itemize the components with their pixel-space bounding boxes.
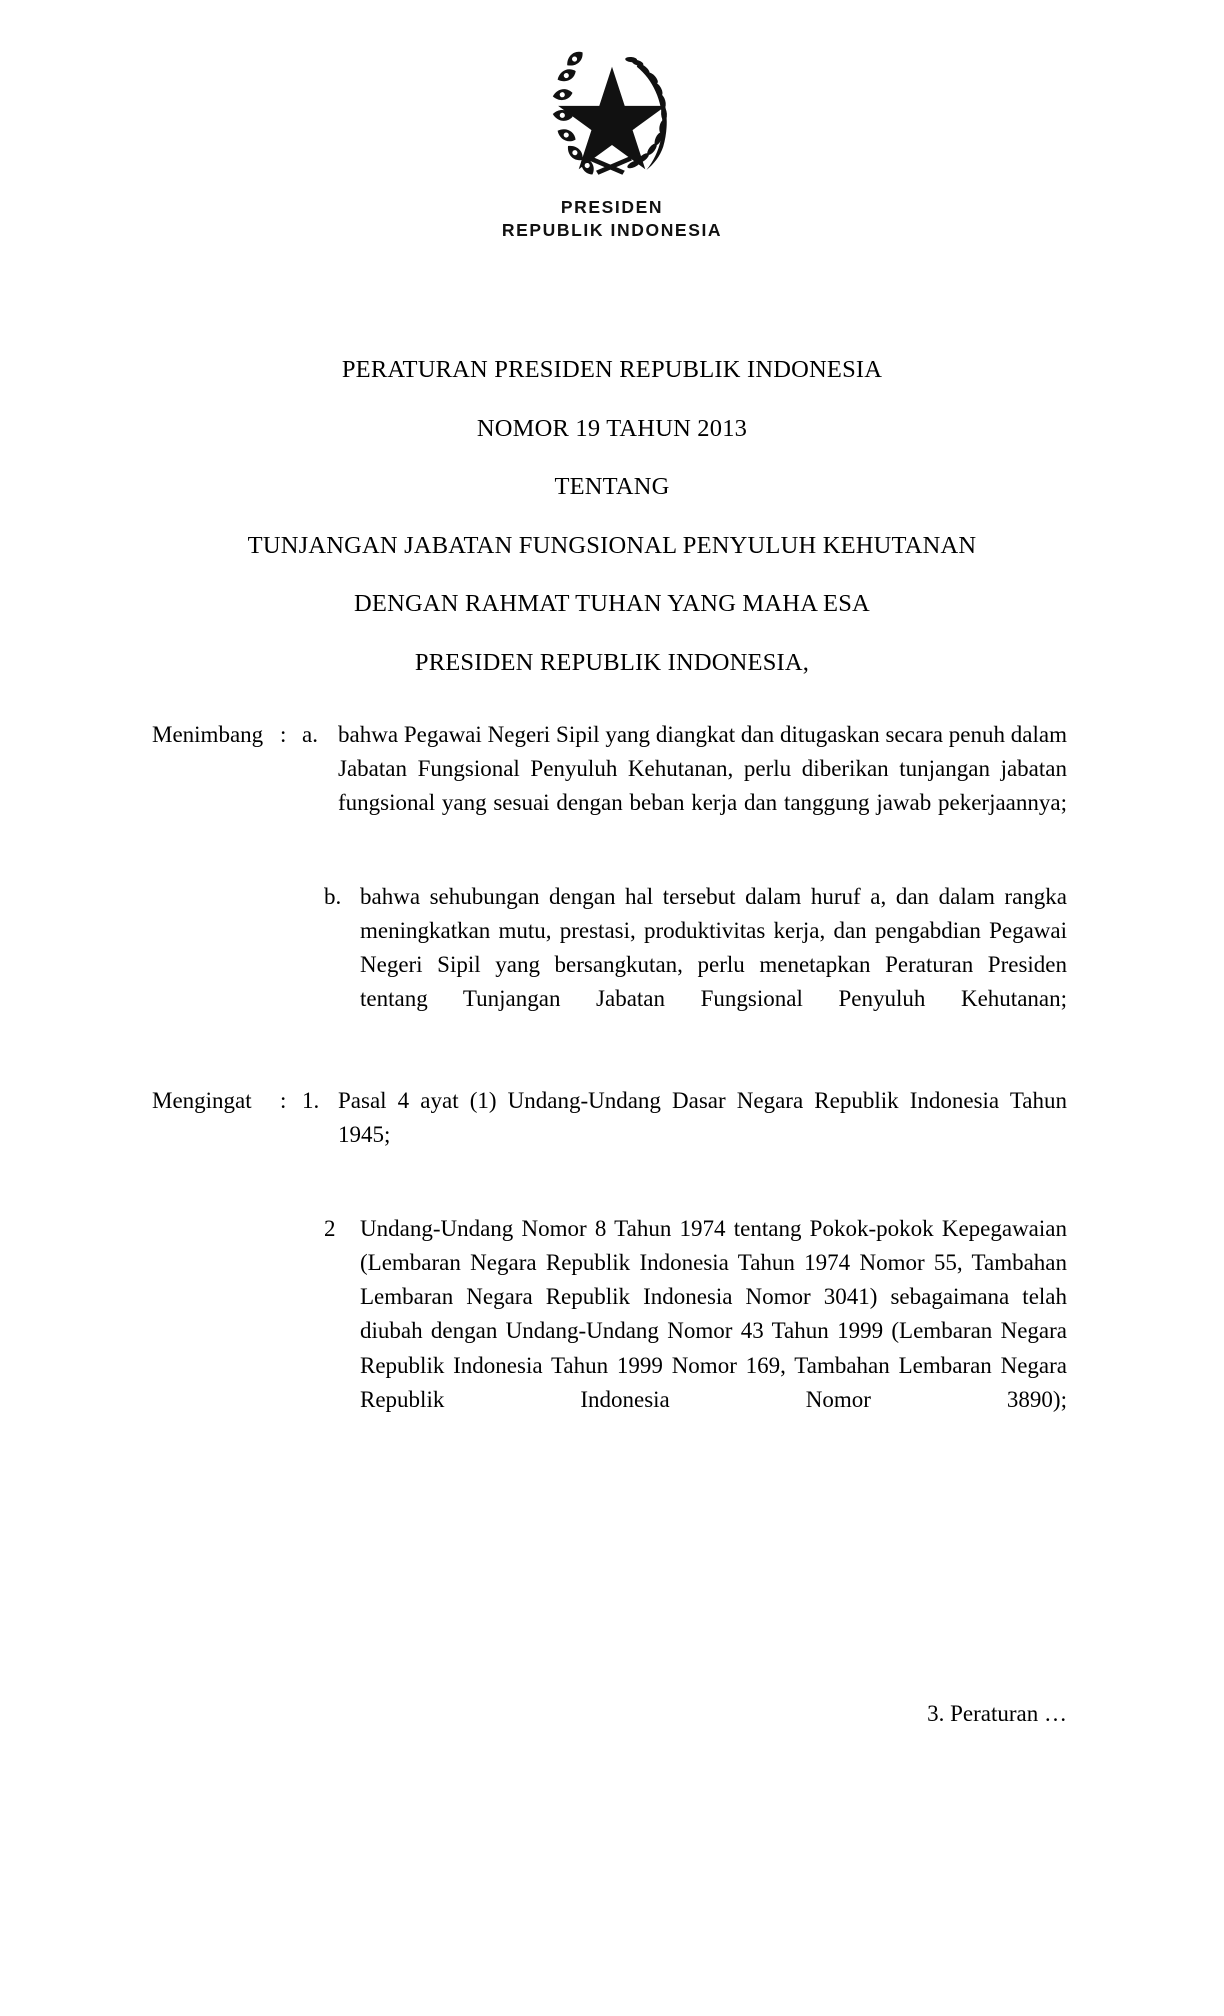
- item-text-b: bahwa sehubungan dengan hal tersebut dalam huruf a, dan dalam rangka meningkatkan mutu, prestasi, produktivitas kerja, dan pengabdian Pegawai Negeri Sipil yang bersangkutan, perlu menetapkan Peraturan Presiden tentang Tunjangan Jabatan Fungsional Penyuluh Kehutanan;: [360, 884, 1067, 1012]
- list-item: [302, 1084, 1067, 1186]
- clause-colon-mengingat: :: [280, 1088, 287, 1114]
- clause-items-mengingat: [302, 1084, 1224, 1450]
- title-invocation: DENGAN RAHMAT TUHAN YANG MAHA ESA: [354, 590, 870, 617]
- page-catchword: 3. Peraturan …: [927, 1701, 1067, 1726]
- clause-colon-menimbang: :: [280, 722, 287, 747]
- masthead-text: [502, 196, 722, 242]
- clause-items-menimbang: [302, 718, 1224, 1050]
- item-text-1: Pasal 4 ayat (1) Undang-Undang Dasar Negara Republik Indonesia Tahun 1945;: [338, 1088, 1067, 1148]
- masthead-line-republik-indonesia: REPUBLIK INDONESIA: [501, 220, 723, 241]
- clause-menimbang: [0, 718, 1224, 1050]
- list-item: [302, 880, 1067, 1050]
- title-regulation-type: PERATURAN PRESIDEN REPUBLIK INDONESIA: [341, 356, 883, 383]
- item-marker-1: 1.: [302, 1088, 320, 1114]
- item-text-2: Undang-Undang Nomor 8 Tahun 1974 tentang Pokok-pokok Kepegawaian (Lembaran Negara Republik Indonesia Tahun 1974 Nomor 55, Tambahan Lembaran Negara Republik Indonesia Nomor 3041) sebagaimana telah diubah dengan Undang-Undang Nomor 43 Tahun 1999 (Lembaran Negara Republik Indonesia Tahun 1999 Nomor 169, Tambahan Lembaran Negara Republik Indonesia Nomor 3890);: [360, 1216, 1067, 1412]
- title-subject: TUNJANGAN JABATAN FUNGSIONAL PENYULUH KEHUTANAN: [247, 531, 977, 559]
- title-issuer: PRESIDEN REPUBLIK INDONESIA,: [414, 648, 810, 676]
- masthead-line-presiden: PRESIDEN: [560, 197, 664, 217]
- indonesia-presidential-seal-icon: [528, 30, 696, 190]
- clause-label-mengingat: Mengingat: [152, 1088, 252, 1114]
- item-marker-2: 2: [324, 1216, 336, 1242]
- item-marker-b: b.: [324, 884, 342, 910]
- clause-mengingat: [0, 1084, 1224, 1450]
- document-body: [0, 718, 1224, 1451]
- title-tentang-label: TENTANG: [554, 473, 670, 500]
- item-text-a: bahwa Pegawai Negeri Sipil yang diangkat dan ditugaskan secara penuh dalam Jabatan Fungsional Penyuluh Kehutanan, perlu diberikan tunjangan jabatan fungsional yang sesuai dengan beban kerja dan tanggung jawab pekerjaannya;: [338, 722, 1067, 816]
- list-item: [302, 1212, 1067, 1450]
- title-number-year: NOMOR 19 TAHUN 2013: [476, 414, 748, 442]
- clause-label-menimbang: Menimbang: [152, 722, 264, 747]
- masthead: [0, 30, 1224, 242]
- list-item: [302, 718, 1067, 854]
- document-title-block: [0, 358, 1224, 675]
- item-marker-a: a.: [302, 722, 318, 747]
